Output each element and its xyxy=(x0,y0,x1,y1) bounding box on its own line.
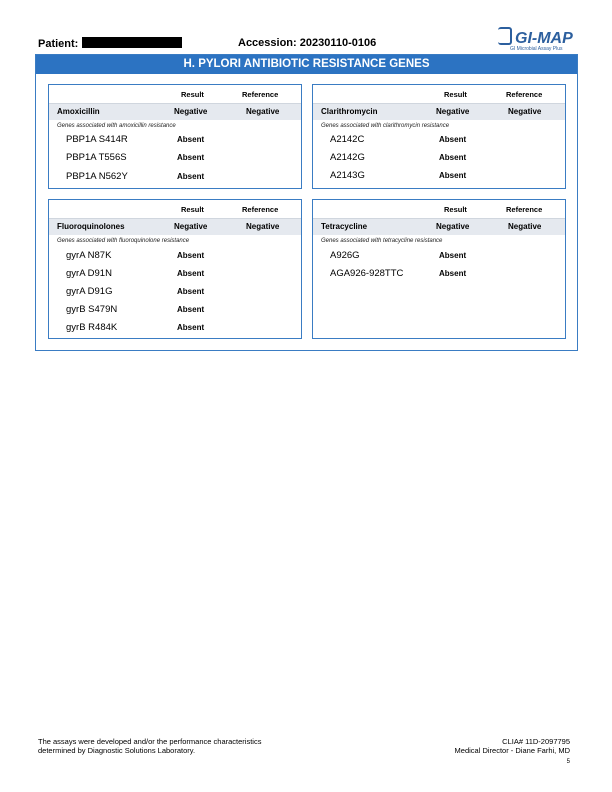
reference-header: Reference xyxy=(506,90,543,99)
gene-result: Absent xyxy=(177,305,205,314)
result-header: Result xyxy=(444,90,467,99)
gene-result: Absent xyxy=(177,323,205,332)
gene-result: Absent xyxy=(177,269,205,278)
gene-result: Absent xyxy=(439,269,467,278)
drug-reference: Negative xyxy=(246,222,280,231)
gi-map-logo xyxy=(498,27,578,55)
gene-result: Absent xyxy=(177,172,205,181)
fluoroquinolones-box xyxy=(48,199,302,339)
reference-header: Reference xyxy=(242,205,279,214)
gene-name: AGA926-928TTC xyxy=(330,268,404,279)
genes-caption: Genes associated with amoxicillin resistance xyxy=(57,123,176,129)
drug-name: Clarithromycin xyxy=(321,107,378,116)
drug-reference: Negative xyxy=(246,107,280,116)
drug-name: Amoxicillin xyxy=(57,107,100,116)
page-number: 5 xyxy=(566,759,570,765)
gene-name: gyrB S479N xyxy=(66,304,118,315)
clia-number: CLIA# 11D-2097795 xyxy=(502,737,570,746)
gene-result: Absent xyxy=(439,171,467,180)
gene-name: gyrB R484K xyxy=(66,322,118,333)
drug-row xyxy=(313,103,565,120)
drug-result: Negative xyxy=(436,107,470,116)
section-title: H. PYLORI ANTIBIOTIC RESISTANCE GENES xyxy=(36,55,577,74)
result-header: Result xyxy=(181,205,204,214)
gene-result: Absent xyxy=(439,251,467,260)
footer-disclaimer xyxy=(38,737,261,755)
disclaimer-line-1: The assays were developed and/or the performance characteristics xyxy=(38,737,262,746)
gene-name: PBP1A S414R xyxy=(66,134,128,145)
gene-name: A2142G xyxy=(330,152,365,163)
gene-result: Absent xyxy=(439,153,467,162)
gene-result: Absent xyxy=(177,251,205,260)
resistance-genes-panel xyxy=(35,54,578,351)
amoxicillin-box xyxy=(48,84,302,189)
result-header: Result xyxy=(181,90,204,99)
drug-result: Negative xyxy=(174,222,208,231)
accession-number: Accession: 20230110-0106 xyxy=(238,37,377,49)
logo-text: GI-MAP xyxy=(515,30,573,47)
result-header: Result xyxy=(444,205,467,214)
redacted-patient-name xyxy=(82,37,182,48)
genes-caption: Genes associated with tetracycline resistance xyxy=(321,238,443,244)
genes-caption: Genes associated with fluoroquinolone resistance xyxy=(57,238,190,244)
reference-header: Reference xyxy=(242,90,279,99)
gene-name: gyrA N87K xyxy=(66,250,112,261)
drug-row xyxy=(49,103,301,120)
tetracycline-box xyxy=(312,199,566,339)
drug-result: Negative xyxy=(436,222,470,231)
logo-subtitle: GI Microbial Assay Plus xyxy=(510,46,563,52)
drug-row xyxy=(49,218,301,235)
gene-name: gyrA D91N xyxy=(66,268,112,279)
gene-name: PBP1A T556S xyxy=(66,152,127,163)
clarithromycin-box xyxy=(312,84,566,189)
genes-caption: Genes associated with clarithromycin resistance xyxy=(321,123,450,129)
gene-name: PBP1A N562Y xyxy=(66,171,128,182)
footer-lab-info xyxy=(455,737,570,755)
drug-reference: Negative xyxy=(508,222,542,231)
gene-name: A2143G xyxy=(330,170,365,181)
drug-result: Negative xyxy=(174,107,208,116)
patient-label-text: Patient: xyxy=(38,38,79,50)
patient-label xyxy=(38,37,182,50)
disclaimer-line-2: determined by Diagnostic Solutions Laboratory. xyxy=(38,746,196,755)
gene-result: Absent xyxy=(177,287,205,296)
drug-row xyxy=(313,218,565,235)
gene-name: A2142C xyxy=(330,134,365,145)
reference-header: Reference xyxy=(506,205,543,214)
drug-name: Tetracycline xyxy=(321,222,368,231)
gene-name: A926G xyxy=(330,250,360,261)
gene-name: gyrA D91G xyxy=(66,286,113,297)
logo-mark-icon xyxy=(498,27,512,45)
drug-reference: Negative xyxy=(508,107,542,116)
drug-name: Fluoroquinolones xyxy=(57,222,125,231)
medical-director: Medical Director - Diane Farhi, MD xyxy=(454,746,570,755)
gene-result: Absent xyxy=(177,153,205,162)
gene-result: Absent xyxy=(177,135,205,144)
gene-result: Absent xyxy=(439,135,467,144)
